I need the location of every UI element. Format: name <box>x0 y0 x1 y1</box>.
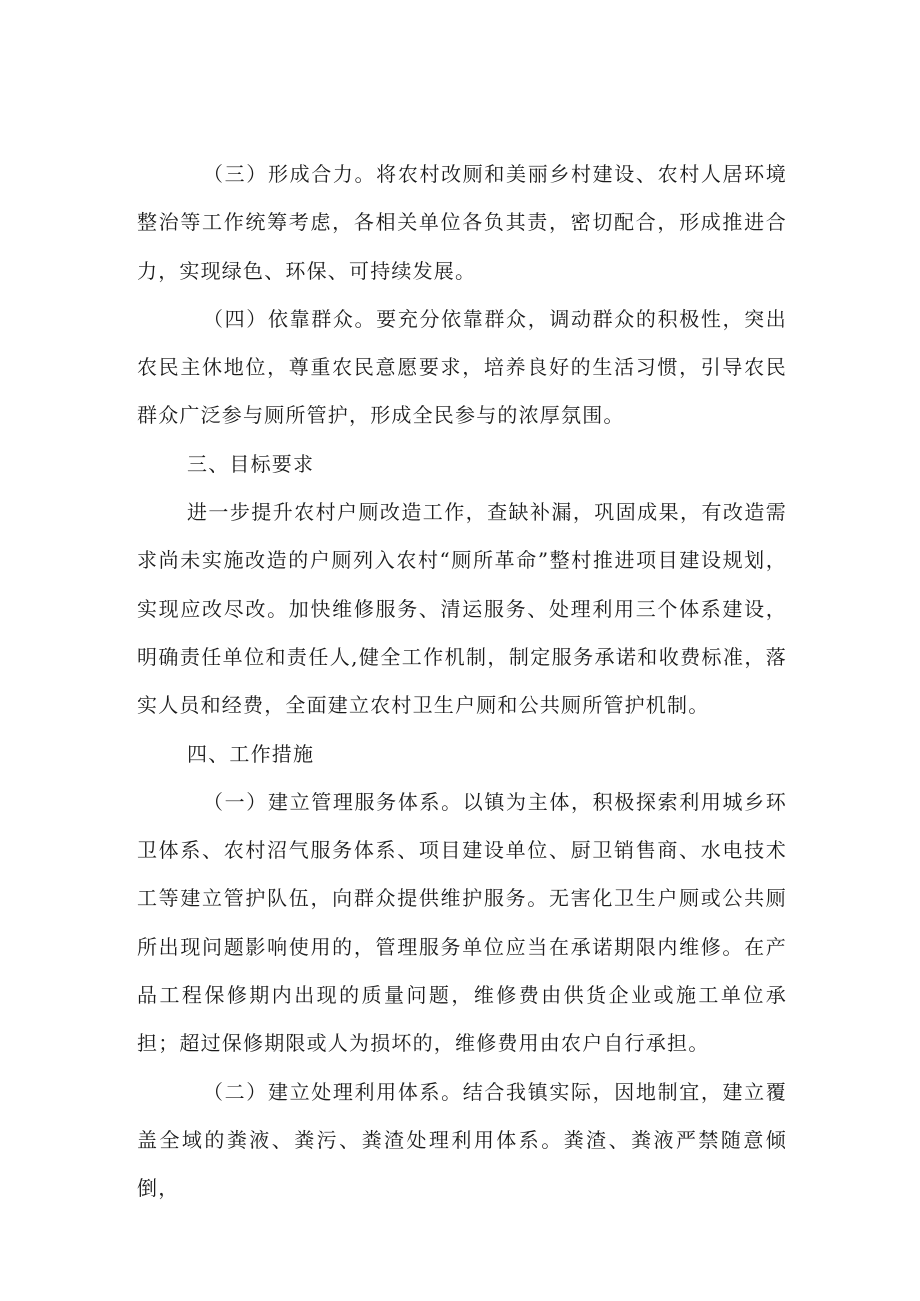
section-heading-goals: 三、目标要求 <box>187 451 315 476</box>
paragraph-management-service: （一）建立管理服务体系。以镇为主体，积极探索利用城乡环卫体系、农村沼气服务体系、项目建设单位、厨卫销售商、水电技术工等建立管护队伍，向群众提供维护服务。无害化卫生户厕或公共厕所出现问题影响使用的，管理服务单位应当在承诺期限内维修。在产品工程保修期内出现的质量问题，维修费由供货企业或施工单位承担；超过保修期限或人为损坏的，维修费用由农户自行承担。 <box>137 789 787 1056</box>
paragraph-rely-on-masses: （四）依靠群众。要充分依靠群众，调动群众的积极性，突出农民主休地位，尊重农民意愿要求，培养良好的生活习惯，引导农民群众广泛参与厕所管护，形成全民参与的浓厚氛围。 <box>137 306 787 428</box>
paragraph-form-synergy: （三）形成合力。将农村改厕和美丽乡村建设、农村人居环境整治等工作统筹考虑，各相关单位各负其责，密切配合，形成推进合力，实现绿色、环保、可持续发展。 <box>137 162 787 283</box>
paragraph-goals: 进一步提升农村户厕改造工作，查缺补漏，巩固成果，有改造需求尚未实施改造的户厕列入农村“厕所革命”整村推进项目建设规划，实现应改尽改。加快维修服务、清运服务、处理利用三个体系建设，明确责任单位和责任人,健全工作机制，制定服务承诺和收费标准，落实人员和经费，全面建立农村卫生户厕和公共厕所管护机制。 <box>137 500 787 718</box>
section-heading-measures: 四、工作措施 <box>187 741 315 766</box>
document-body <box>137 150 787 1213</box>
paragraph-treatment-utilization: （二）建立处理利用体系。结合我镇实际，因地制宜，建立覆盖全域的粪液、粪污、粪渣处理利用体系。粪渣、粪液严禁随意倾倒， <box>137 1079 787 1201</box>
